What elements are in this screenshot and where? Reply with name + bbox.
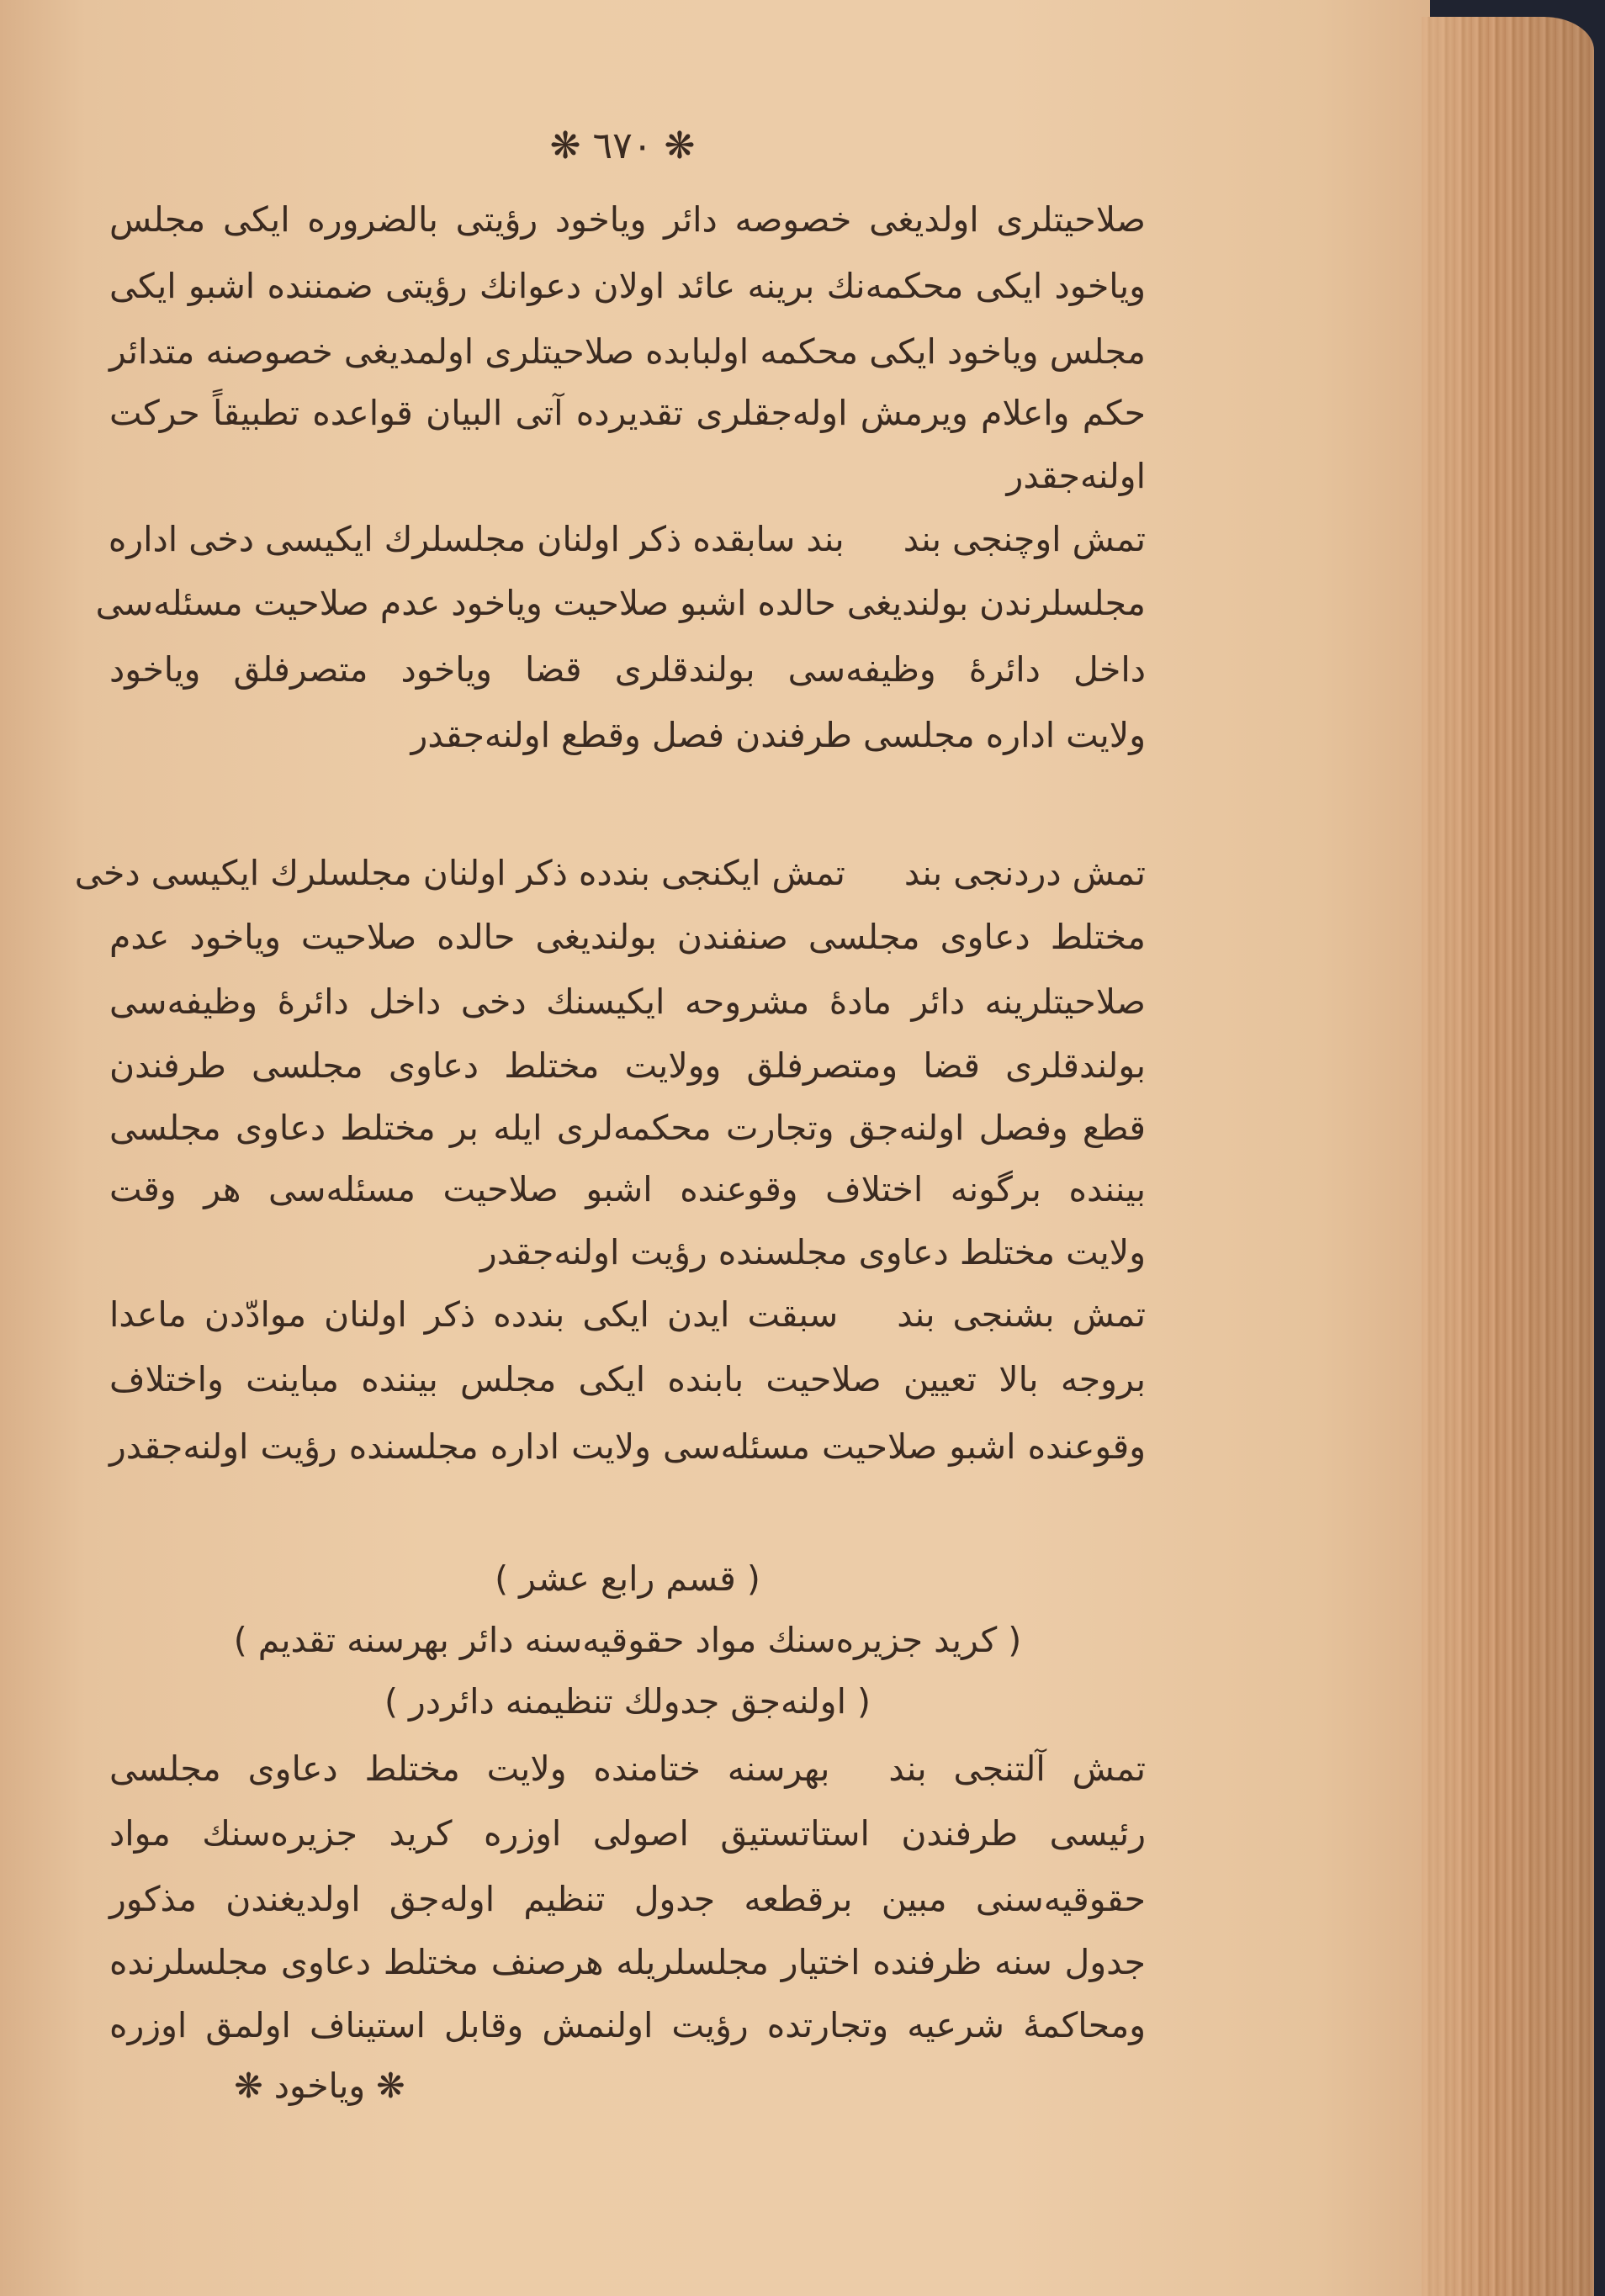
article-first-line — [74, 848, 1146, 898]
page-header — [522, 124, 723, 167]
article-label: تمش اوچنجی بند — [903, 519, 1146, 559]
article-label: تمش دردنجی بند — [903, 853, 1146, 893]
catchword — [185, 2066, 454, 2106]
text-line: صلاحیتلری اولدیغی خصوصه دائر ویاخود رؤیتی بالضروره ایکی مجلس — [109, 199, 1146, 240]
ornament-icon: ❋ — [664, 124, 696, 167]
ornament-icon: ❋ — [549, 124, 581, 167]
text-line: مختلط دعاوی مجلسی صنفندن بولندیغی حالده صلاحیت ویاخود عدم — [109, 917, 1146, 957]
ornament-icon: ❋ — [234, 2066, 263, 2106]
page-edges-shade — [1422, 17, 1594, 2296]
text-line: بولندقلری قضا ومتصرفلق وولایت مختلط دعاوی مجلسی طرفندن — [109, 1045, 1146, 1086]
text-span: بهرسنه ختامنده ولایت مختلط دعاوی مجلسی — [109, 1748, 830, 1789]
text-line: بروجه بالا تعیین صلاحیت بابنده ایکی مجلس بیننده مباینت واختلاف — [109, 1359, 1146, 1399]
text-line: ولایت مختلط دعاوی مجلسنده رؤیت اولنه‌جقدر — [479, 1232, 1146, 1272]
text-span: بند سابقده ذکر اولنان مجلسلرك ایکیسی دخی اداره — [108, 519, 845, 559]
article-first-line — [109, 1289, 1146, 1340]
text-line: حکم واعلام ویرمش اوله‌جقلری تقدیرده آتی البیان قواعده تطبیقاً حرکت — [109, 393, 1146, 433]
text-line: وقوعنده اشبو صلاحیت مسئله‌سی ولایت اداره مجلسنده رؤیت اولنه‌جقدر — [109, 1426, 1146, 1467]
text-line: بیننده برگونه اختلاف وقوعنده اشبو صلاحیت مسئله‌سی هر وقت — [109, 1169, 1146, 1209]
text-line: قطع وفصل اولنه‌جق وتجارت محکمه‌لری ایله بر مختلط دعاوی مجلسی — [109, 1108, 1146, 1148]
text-line: رئیسی طرفندن استاتستیق اصولی اوزره کرید جزیره‌سنك مواد — [109, 1813, 1146, 1854]
text-line: جدول سنه ظرفنده اختیار مجلسلریله هرصنف مختلط دعاوی مجلسلرنده — [109, 1942, 1146, 1982]
section-subheading: ( کرید جزیره‌سنك مواد حقوقیه‌سنه دائر بهرسنه تقدیم ) — [233, 1620, 1022, 1660]
text-line: صلاحیتلرینه دائر مادهٔ مشروحه ایکیسنك دخی داخل دائرهٔ وظیفه‌سی — [109, 981, 1146, 1022]
text-span: سبقت ایدن ایکی بندده ذکر اولنان موادّدن ماعدا — [109, 1294, 839, 1335]
ornament-icon: ❋ — [376, 2066, 405, 2106]
text-line: داخل دائرهٔ وظیفه‌سی بولندقلری قضا ویاخود متصرفلق ویاخود — [109, 649, 1146, 690]
text-span: تمش ایکنجی بندده ذکر اولنان مجلسلرك ایکیسی دخی — [74, 853, 845, 893]
article-label: تمش بشنجی بند — [897, 1294, 1146, 1335]
text-line: ولایت اداره مجلسی طرفندن فصل وقطع اولنه‌جقدر — [411, 715, 1146, 755]
catchword-text: ویاخود — [273, 2066, 366, 2106]
text-line: حقوقیه‌سنی مبین برقطعه جدول تنظیم اوله‌جق اولدیغندن مذکور — [109, 1879, 1146, 1919]
article-first-line — [109, 1743, 1146, 1794]
article-label: تمش آلتنجی بند — [888, 1748, 1147, 1789]
text-line: مجلس ویاخود ایکی محکمه اولبابده صلاحیتلری اولمدیغی خصوصنه متدائر — [109, 331, 1146, 372]
page-number: ٦٧٠ — [592, 124, 653, 167]
section-subheading: ( اولنه‌جق جدولك تنظیمنه دائردر ) — [384, 1681, 871, 1722]
article-first-line — [109, 514, 1146, 564]
text-line: ومحاکمهٔ شرعیه وتجارتده رؤیت اولنمش وقابل استیناف اولمق اوزره — [109, 2005, 1146, 2045]
text-line: اولنه‌جقدر — [1006, 456, 1146, 496]
section-heading: ( قسم رابع عشر ) — [495, 1558, 760, 1599]
text-line: ویاخود ایکی محکمه‌نك برینه عائد اولان دعوانك رؤیتی ضمننده اشبو ایکی — [109, 266, 1146, 306]
text-line: مجلسلرندن بولندیغی حالده اشبو صلاحیت ویاخود عدم صلاحیت مسئله‌سی — [95, 583, 1146, 623]
